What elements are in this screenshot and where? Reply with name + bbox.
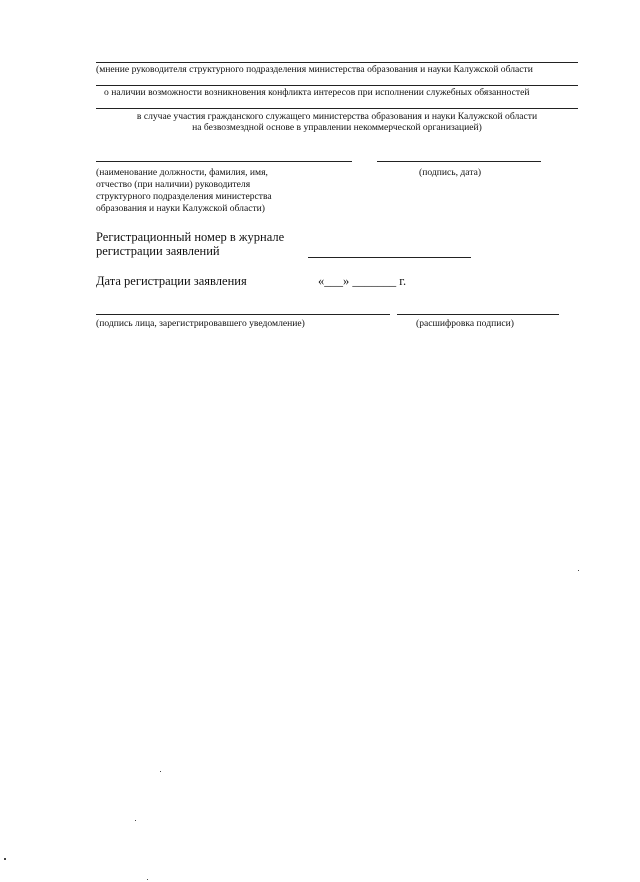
participation-text-2: на безвозмездной основе в управлении некоммерческой организацией) bbox=[192, 122, 482, 133]
scan-speck bbox=[160, 771, 161, 772]
signature-date-line bbox=[377, 161, 541, 162]
scan-speck bbox=[135, 820, 136, 821]
participation-line-top bbox=[96, 108, 578, 109]
signature-decoding-line bbox=[397, 314, 559, 315]
signature-decoding-caption: (расшифровка подписи) bbox=[416, 318, 514, 329]
position-caption-2: отчество (при наличии) руководителя bbox=[96, 179, 251, 190]
position-caption-3: структурного подразделения министерства bbox=[96, 191, 272, 202]
registrar-signature-line bbox=[96, 314, 390, 315]
scan-speck bbox=[147, 879, 148, 880]
position-caption-1: (наименование должности, фамилия, имя, bbox=[96, 167, 268, 178]
opinion-line bbox=[96, 62, 578, 63]
reg-number-label-1: Регистрационный номер в журнале bbox=[96, 230, 285, 244]
scan-speck bbox=[578, 570, 579, 571]
conflict-line-top bbox=[96, 85, 578, 86]
reg-date-value: «___» _______ г. bbox=[318, 274, 407, 288]
scan-speck bbox=[4, 858, 6, 860]
reg-number-label-2: регистрации заявлений bbox=[96, 244, 220, 258]
registrar-signature-caption: (подпись лица, зарегистрировавшего уведомление) bbox=[96, 318, 305, 329]
position-name-line bbox=[96, 161, 352, 162]
signature-date-caption: (подпись, дата) bbox=[419, 167, 482, 178]
participation-text-1: в случае участия гражданского служащего министерства образования и науки Калужской области bbox=[136, 111, 538, 122]
opinion-caption: (мнение руководителя структурного подразделения министерства образования и науки Калужской области bbox=[96, 64, 533, 75]
conflict-text: о наличии возможности возникновения конфликта интересов при исполнении служебных обязанностей bbox=[104, 87, 530, 98]
position-caption-4: образования и науки Калужской области) bbox=[96, 203, 265, 214]
reg-date-label: Дата регистрации заявления bbox=[96, 274, 247, 288]
reg-number-line bbox=[308, 257, 471, 258]
